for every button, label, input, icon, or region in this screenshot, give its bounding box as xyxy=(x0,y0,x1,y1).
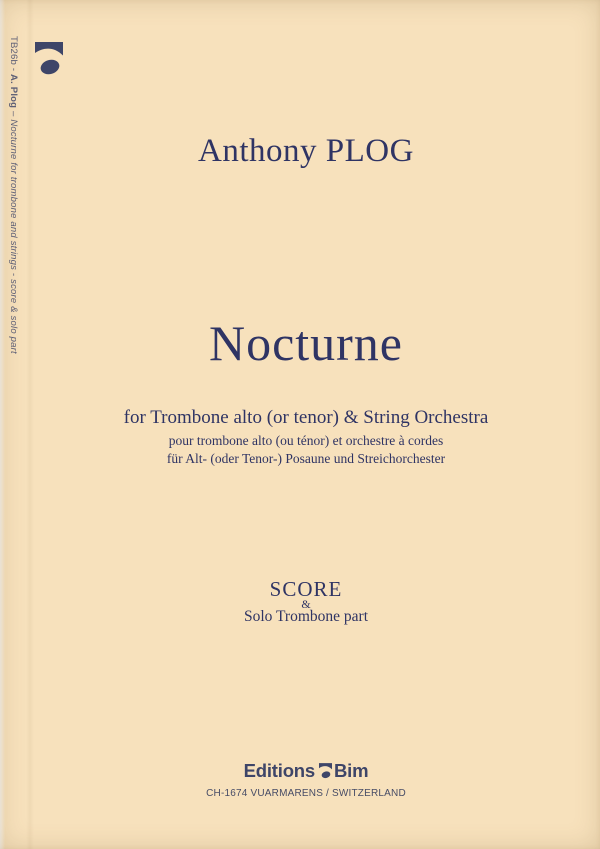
publisher-name-right: Bim xyxy=(334,760,369,781)
subtitle-english: for Trombone alto (or tenor) & String Orchestra xyxy=(123,407,489,428)
publisher-name-left: Editions xyxy=(243,760,315,781)
spine-author: A. Plog xyxy=(8,74,19,109)
bim-logo-icon xyxy=(35,42,63,76)
composer-name: Anthony PLOG xyxy=(198,133,414,169)
spine-catalog-number: TB26b - xyxy=(8,36,19,75)
publisher-logotype xyxy=(30,760,582,782)
work-title: Nocturne xyxy=(208,315,404,371)
scan-edge-highlight xyxy=(0,0,5,849)
publisher-address: CH-1674 VUARMARENS / SWITZERLAND xyxy=(206,788,406,799)
spine-work-description: – Nocturne for trombone and strings - score & solo part xyxy=(8,108,19,354)
spine-caption xyxy=(8,36,19,796)
edition-part-label: Solo Trombone part xyxy=(243,608,368,625)
edition-score-label: SCORE xyxy=(269,577,343,601)
bim-mark-icon xyxy=(319,762,332,780)
edition-ampersand: & xyxy=(301,597,311,611)
subtitle-french: pour trombone alto (ou ténor) et orchestre à cordes xyxy=(168,433,444,448)
subtitle-german: für Alt- (oder Tenor-) Posaune und Streichorchester xyxy=(166,451,446,466)
